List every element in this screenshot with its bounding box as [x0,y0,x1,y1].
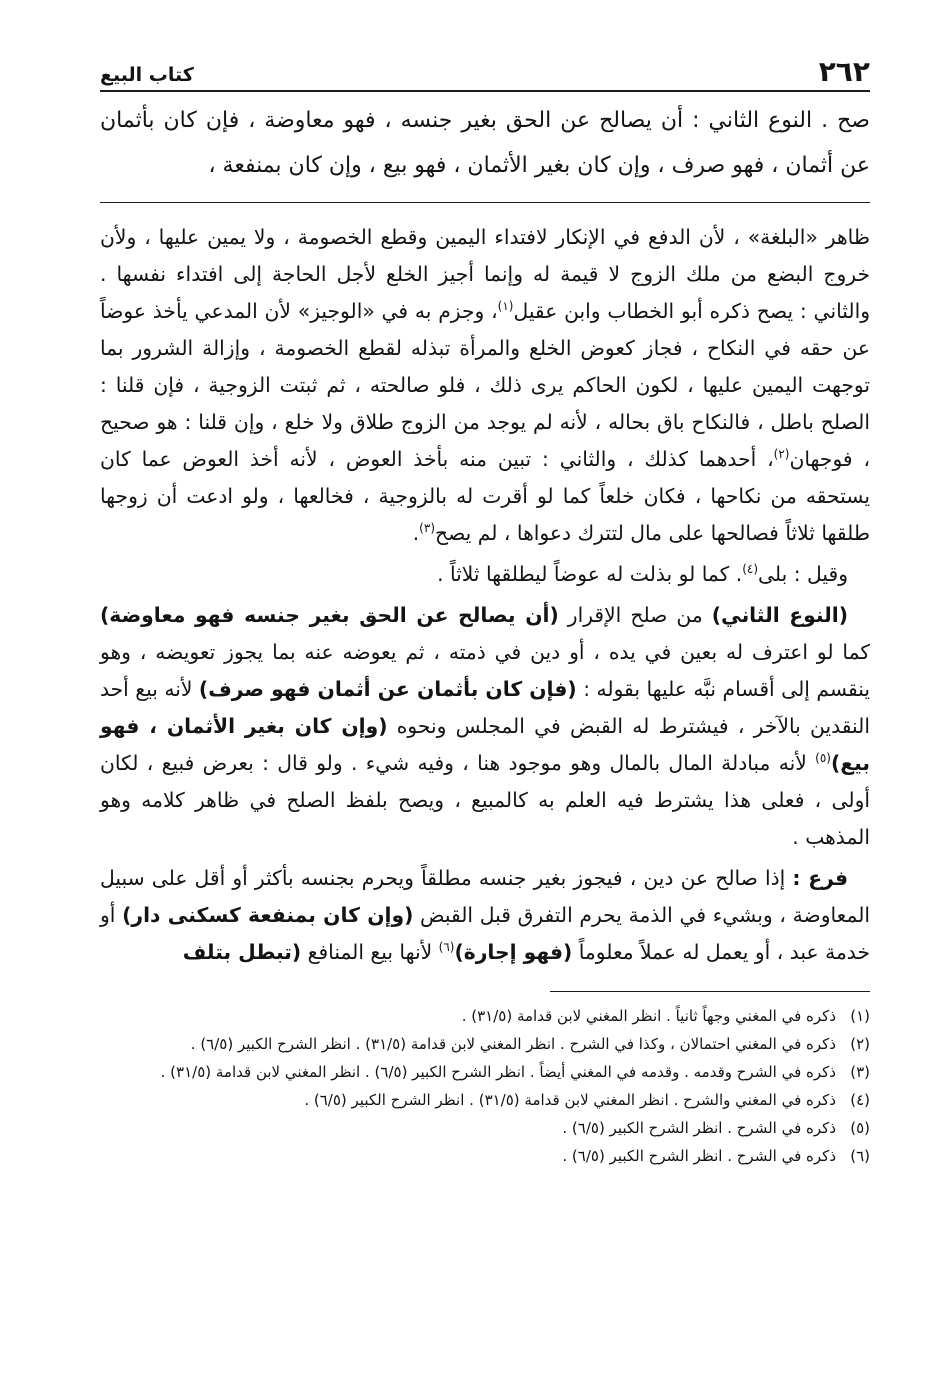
commentary-text: إذا صالح عن دين ، فيجوز بغير جنسه مطلقاً ويحرم بجنسه بأكثر أو أقل على سبيل المعاوضة ، وبشيء في الذمة يحرم التفرق قبل القبض [100,866,871,927]
footnote-text: ذكره في المغني والشرح . انظر المغني لابن قدامة (٣١/٥) . انظر الشرح الكبير (٦/٥) . [304,1091,836,1109]
commentary-text: لأنه مبادلة المال بالمال وهو موجود هنا ، وفيه شيء . ولو قال : بعرض فبيع ، لكان أولى ، فعلى هذا يشترط فيه العلم به كالمبيع ، ويصح بلفظ الصلح في ظاهر كلامه وهو المذهب . [100,751,870,849]
branch-label: فرع : [792,866,849,890]
footnote-ref: (٢) [773,447,790,462]
footnote-number: (٤) [850,1091,870,1109]
quoted-matn: (وإن كان بمنفعة كسكنى دار) [122,903,414,927]
quoted-matn: (أن يصالح عن الحق بغير جنسه فهو معاوضة) [100,603,559,627]
footnote-ref: (٥) [815,751,831,766]
footnote-text: ذكره في المغني احتمالان ، وكذا في الشرح . انظر المغني لابن قدامة (٣١/٥) . انظر الشرح الكبير (٦/٥) . [190,1035,836,1053]
footnote-text: ذكره في المغني وجهاً ثانياً . انظر المغني لابن قدامة (٣١/٥) . [461,1007,836,1025]
footnote-number: (٣) [850,1063,870,1081]
footnote-item [100,1114,870,1142]
quoted-matn: (وإن كان بغير الأثمان ، فهو بيع) [100,714,870,775]
footnote-ref: (٣) [419,521,435,536]
commentary-paragraph [100,219,870,552]
commentary-text: . [412,521,420,545]
quoted-matn: (فإن كان بأثمان عن أثمان فهو صرف) [198,677,577,701]
commentary-text: . كما لو بذلت له عوضاً ليطلقها ثلاثاً . [437,562,743,586]
footnote-item [100,1030,870,1058]
footnote-ref: (١) [497,299,514,314]
footnote-item [100,1058,870,1086]
footnote-number: (١) [850,1007,870,1025]
commentary-text: كما لو اعترف له بعين في يده ، أو دين في ذمته ، ثم يعوضه عنه بما يجوز تعويضه ، وهو ينقسم إلى أقسام نبَّه عليها بقوله : [100,640,870,701]
commentary-text: وقيل : بلى [758,562,848,586]
commentary-text: ظاهر «البلغة» ، لأن الدفع في الإنكار لافتداء اليمين وقطع الخصومة ، ولا يمين عليها ، ولأن خروج البضع من ملك الزوج لا قيمة له وإنما أجيز الخلع لأجل الحاجة إلى افتداء نفسها . والثاني : يصح ذكره أبو الخطاب وابن عقيل [100,225,870,323]
footnote-number: (٢) [850,1035,870,1053]
commentary-paragraph [100,556,870,593]
page-number: ٢٦٢ [818,55,870,88]
commentary [100,219,870,971]
footnote-text: ذكره في الشرح وقدمه . وقدمه في المغني أيضاً . انظر الشرح الكبير (٦/٥) . انظر المغني لابن قدامة (٣١/٥) . [160,1063,836,1081]
running-header [100,52,870,92]
quoted-matn: (تبطل بتلف [182,940,302,964]
book-page [100,52,870,1352]
footnote-ref: (٦) [438,940,455,955]
footnote-item [100,1002,870,1030]
quoted-matn: (النوع الثاني) [711,603,848,627]
commentary-text: لأنه بيع أحد النقدين بالآخر ، فيشترط له القبض في المجلس ونحوه [100,677,870,738]
footnote-number: (٥) [850,1119,870,1137]
commentary-text: لأنها بيع المنافع [301,940,439,964]
footnote-number: (٦) [850,1147,870,1165]
commentary-paragraph [100,860,870,971]
commentary-text: من صلح الإقرار [558,603,712,627]
matn-text: صح . النوع الثاني : أن يصالح عن الحق بغير جنسه ، فهو معاوضة ، فإن كان بأثمان عن أثمان ، فهو صرف ، وإن كان بغير الأثمان ، فهو بيع ، وإن كان بمنفعة ، [100,98,870,203]
footnote-ref: (٤) [742,562,759,577]
commentary-text: ، وجزم به في «الوجيز» لأن المدعي يأخذ عوضاً عن حقه في النكاح ، فجاز كعوض الخلع والمرأة تبذله لقطع الخصومة ، وإزالة الشرور بما توجهت اليمين عليها ، لكون الحاكم يرى ذلك ، فلو صالحته ، ثم ثبتت الزوجية ، فإن قلنا : الصلح باطل ، فالنكاح باق بحاله ، لأنه لم يوجد من الزوج طلاق ولا خلع ، وإن قلنا : هو صحيح ، فوجهان [100,299,871,471]
footnote-item [100,1142,870,1170]
footnotes [100,1002,870,1170]
footnote-separator [550,991,870,992]
commentary-paragraph [100,597,870,856]
commentary-text: أو خدمة عبد ، أو يعمل له عملاً معلوماً [100,903,870,964]
commentary-text: ، أحدهما كذلك ، والثاني : تبين منه بأخذ العوض ، لأنه أخذ العوض عما كان يستحقه من نكاحها ، فكان خلعاً كما لو أقرت له بالزوجية ، فخالعها ، ولو ادعت أن زوجها طلقها ثلاثاً فصالحها على مال لتترك دعواها ، لم يصح [100,447,870,545]
footnote-item [100,1086,870,1114]
book-title: كتاب البيع [100,64,194,86]
footnote-text: ذكره في الشرح . انظر الشرح الكبير (٦/٥) . [562,1147,836,1165]
footnote-text: ذكره في الشرح . انظر الشرح الكبير (٦/٥) . [562,1119,836,1137]
quoted-matn: (فهو إجارة) [454,940,573,964]
